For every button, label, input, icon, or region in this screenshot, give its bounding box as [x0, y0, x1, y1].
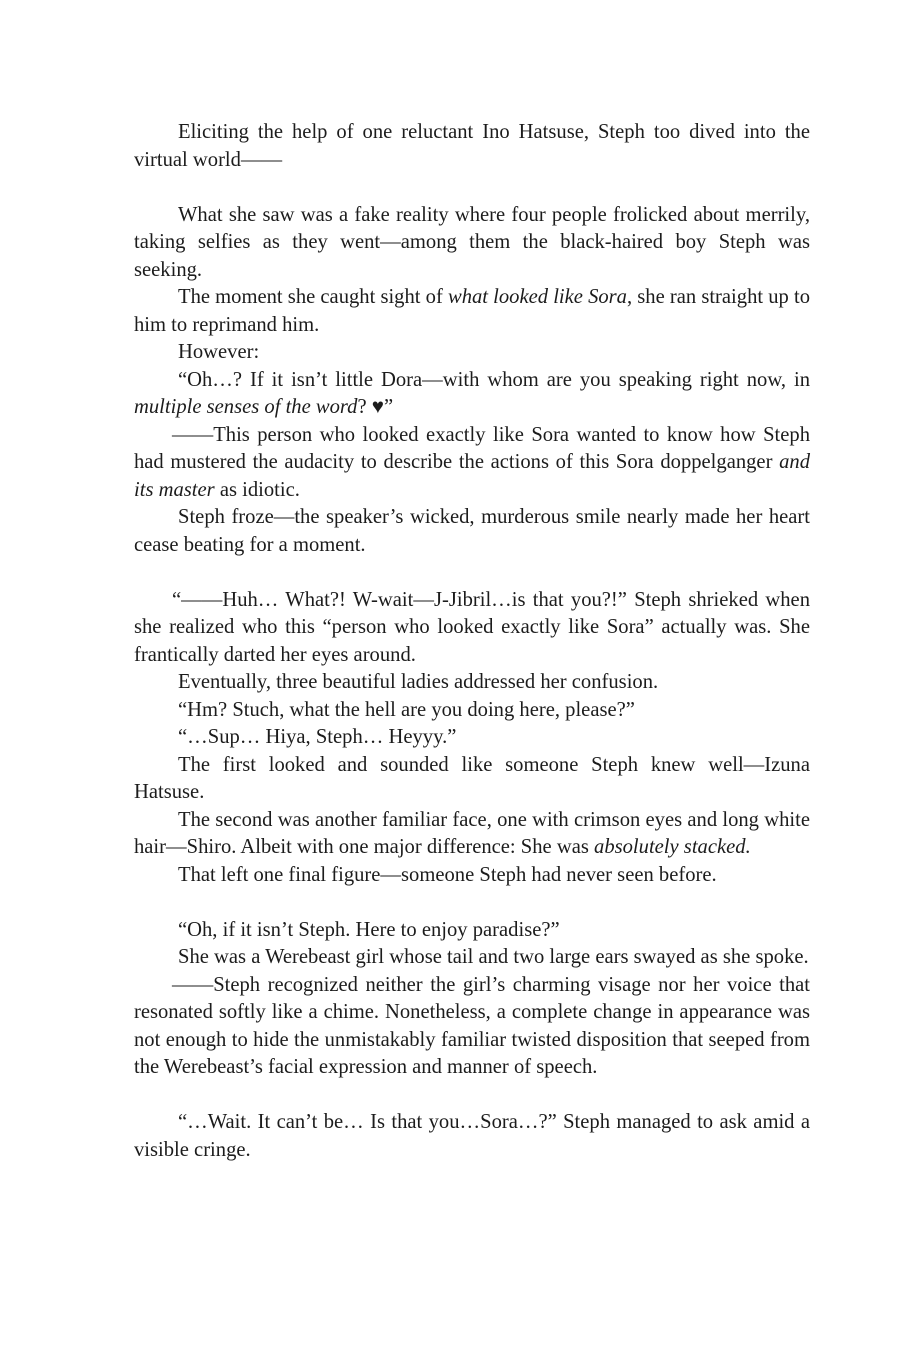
paragraph-p13: [134, 807, 810, 862]
text-run: ——Steph recognized neither the girl’s charming visage nor her voice that resonated softly like a chime. Nonetheless, a complete change in appearance was not enough to hide the unmistakably familiar twisted disposition that seeped from the Werebeast’s facial expression and manner of speech.: [134, 973, 810, 1078]
paragraph-p3: [134, 284, 810, 339]
italic-text: what looked like Sora: [447, 286, 627, 308]
text-run: That left one final figure—someone Steph had never seen before.: [178, 863, 717, 886]
italic-text: and its master: [134, 451, 810, 501]
text-run: ”: [384, 396, 394, 418]
page-body: [134, 119, 810, 1164]
italic-text: multiple senses of the word: [134, 396, 358, 418]
paragraph-p2: [134, 202, 810, 285]
text-run: “…Wait. It can’t be… Is that you…Sora…?” Steph managed to ask amid a visible cringe.: [134, 1111, 810, 1161]
text-run: “——Huh… What?! W-wait—J-Jibril…is that you?!” Steph shrieked when she realized who this “person who looked exactly like Sora” actually was. She frantically darted her eyes around.: [134, 588, 810, 666]
text-run: Eventually, three beautiful ladies addressed her confusion.: [178, 671, 659, 693]
text-run: “Hm? Stuch, what the hell are you doing here, please?”: [178, 698, 635, 721]
text-run: The first looked and sounded like someone Steph knew well—Izuna Hatsuse.: [134, 753, 810, 803]
text-run: Steph froze—the speaker’s wicked, murderous smile nearly made her heart cease beating for a moment.: [134, 506, 810, 556]
paragraph-p11: [134, 724, 810, 752]
paragraph-p8: [134, 587, 810, 670]
paragraph-p10: [134, 697, 810, 725]
paragraph-p4: [134, 339, 810, 367]
paragraph-p6: [134, 422, 810, 505]
paragraph-p17: [134, 972, 810, 1082]
paragraph-p12: [134, 752, 810, 807]
text-run: The moment she caught sight of: [178, 286, 448, 308]
paragraph-p16: [134, 944, 810, 972]
text-run: What she saw was a fake reality where four people frolicked about merrily, taking selfies as they went—among them the black-haired boy Steph was seeking.: [134, 203, 810, 281]
paragraph-p7: [134, 504, 810, 559]
text-run: ?: [357, 396, 372, 418]
paragraph-p18: [134, 1109, 810, 1164]
text-run: “Oh…? If it isn’t little Dora—with whom are you speaking right now, in: [178, 368, 810, 391]
paragraph-p9: [134, 669, 810, 697]
paragraph-p5: [134, 367, 810, 422]
paragraph-p15: [134, 917, 810, 945]
paragraph-p14: [134, 862, 810, 890]
heart-icon: ♥: [371, 396, 384, 418]
text-run: as idiotic.: [214, 478, 300, 501]
text-run: However:: [178, 341, 260, 363]
text-run: , she ran straight up to him to reprimand him.: [134, 286, 811, 336]
text-run: Eliciting the help of one reluctant Ino Hatsuse, Steph too dived into the virtual world——: [134, 121, 810, 171]
text-run: “…Sup… Hiya, Steph… Heyyy.”: [178, 726, 457, 748]
text-run: ——This person who looked exactly like Sora wanted to know how Steph had mustered the audacity to describe the actions of this Sora doppelganger: [134, 423, 810, 473]
text-run: The second was another familiar face, one with crimson eyes and long white hair—Shiro. Albeit with one major difference: She was: [134, 808, 810, 858]
paragraph-p1: [134, 119, 810, 174]
text-run: She was a Werebeast girl whose tail and two large ears swayed as she spoke.: [178, 946, 809, 968]
italic-text: absolutely stacked.: [594, 836, 751, 858]
text-run: “Oh, if it isn’t Steph. Here to enjoy paradise?”: [178, 918, 560, 941]
